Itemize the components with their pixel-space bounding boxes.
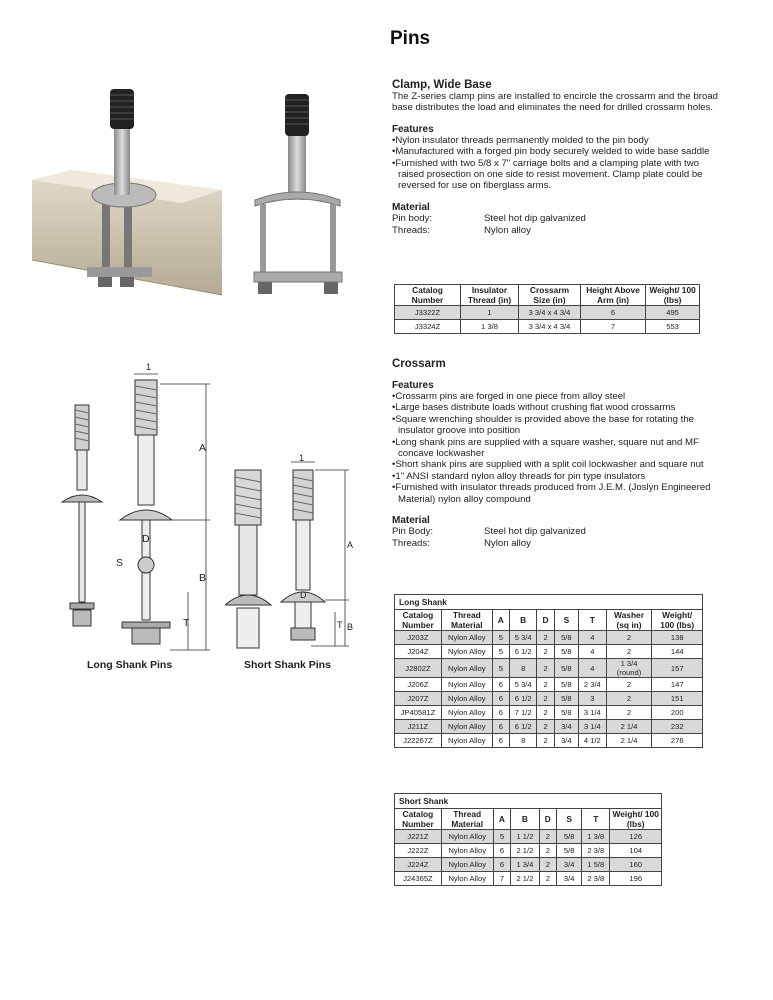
table-cell: 2 xyxy=(606,631,652,645)
table-cell: 2 3/8 xyxy=(582,844,610,858)
clamp-features-list xyxy=(392,135,718,192)
table-row xyxy=(395,844,662,858)
table-cell: J22267Z xyxy=(395,734,442,748)
table-cell: 5 xyxy=(492,645,509,659)
table-cell: 2 xyxy=(539,844,557,858)
long-shank-pins-drawing xyxy=(60,360,220,660)
clamp-pin-photo xyxy=(250,92,350,302)
table-cell: J204Z xyxy=(395,645,442,659)
material-row: Pin body: Steel hot dip galvanized xyxy=(392,212,586,224)
column-header: Weight/ 100 (lbs) xyxy=(652,610,703,631)
table-cell: 3 1/4 xyxy=(579,720,607,734)
table-cell: 2 1/4 xyxy=(606,720,652,734)
table-cell: J203Z xyxy=(395,631,442,645)
table-cell: J221Z xyxy=(395,830,442,844)
table-cell: 5 xyxy=(492,631,509,645)
column-header: Weight/ 100 (lbs) xyxy=(646,285,700,306)
table-cell: 2 xyxy=(606,645,652,659)
clamp-spec-table xyxy=(394,284,700,334)
table-cell: 5/8 xyxy=(554,645,578,659)
table-cell: 147 xyxy=(652,678,703,692)
table-cell: 2 xyxy=(606,678,652,692)
table-cell: 5/8 xyxy=(554,659,578,678)
table-cell: 5 xyxy=(492,659,509,678)
column-header: Weight/ 100 (lbs) xyxy=(610,809,662,830)
table-cell: 4 1/2 xyxy=(579,734,607,748)
table-cell: 5/8 xyxy=(554,692,578,706)
crossarm-material-title: Material xyxy=(392,515,430,527)
table-cell: 3/4 xyxy=(554,720,578,734)
table-cell: 6 xyxy=(493,858,511,872)
column-header: Thread Material xyxy=(441,610,492,631)
table-cell: Nylon Alloy xyxy=(441,659,492,678)
short-shank-caption: Short Shank xyxy=(395,794,662,809)
table-cell: 6 xyxy=(492,692,509,706)
table-cell: 2 xyxy=(606,692,652,706)
table-cell: 151 xyxy=(652,692,703,706)
dim-t-short: T xyxy=(337,620,343,630)
dim-a-long: A xyxy=(199,442,207,454)
column-header: Catalog Number xyxy=(395,285,461,306)
table-cell: 232 xyxy=(652,720,703,734)
table-cell: 4 xyxy=(579,645,607,659)
table-cell: 3 1/4 xyxy=(579,706,607,720)
table-cell: 2 xyxy=(537,678,554,692)
table-cell: Nylon Alloy xyxy=(441,734,492,748)
table-cell: 1 3/4 (round) xyxy=(606,659,652,678)
table-cell: 4 xyxy=(579,631,607,645)
table-cell: 2 xyxy=(537,734,554,748)
column-header: D xyxy=(539,809,557,830)
dim-t-long: T xyxy=(183,617,190,629)
list-item: • Square wrenching shoulder is provided above the base for rotating the insulator groove into position xyxy=(392,414,718,437)
table-cell: Nylon Alloy xyxy=(441,872,493,886)
crossarm-features-title: Features xyxy=(392,380,434,391)
long-shank-caption: Long Shank xyxy=(395,595,703,610)
dim-i-short: 1 xyxy=(299,453,305,463)
short-shank-pins-label: Short Shank Pins xyxy=(244,659,331,671)
column-header: Catalog Number xyxy=(395,610,442,631)
list-item: • 1" ANSI standard nylon alloy threads for pin type insulators xyxy=(392,471,718,482)
table-row xyxy=(395,858,662,872)
table-cell: 6 xyxy=(492,720,509,734)
table-cell: 138 xyxy=(652,631,703,645)
table-cell: JP40581Z xyxy=(395,706,442,720)
column-header: Thread Material xyxy=(441,809,493,830)
table-cell: J206Z xyxy=(395,678,442,692)
table-cell: Nylon Alloy xyxy=(441,692,492,706)
table-cell: 3 xyxy=(579,692,607,706)
table-cell: 2 1/4 xyxy=(606,734,652,748)
table-cell: J222Z xyxy=(395,844,442,858)
short-shank-table xyxy=(394,793,662,886)
list-item: • Furnished with insulator threads produced from J.E.M. (Joslyn Engineered Material) nylon alloy compound xyxy=(392,482,718,505)
table-cell: 104 xyxy=(610,844,662,858)
table-cell: 2 3/8 xyxy=(582,872,610,886)
table-row xyxy=(395,720,703,734)
table-cell: 5 3/4 xyxy=(509,631,537,645)
column-header: D xyxy=(537,610,554,631)
table-cell: 6 xyxy=(492,734,509,748)
dim-b-long: B xyxy=(199,572,207,584)
table-cell: 157 xyxy=(652,659,703,678)
column-header: Insulator Thread (in) xyxy=(461,285,519,306)
table-row xyxy=(395,678,703,692)
table-row xyxy=(395,631,703,645)
table-cell: 2 xyxy=(537,706,554,720)
table-cell: J207Z xyxy=(395,692,442,706)
table-cell: 1 5/8 xyxy=(582,858,610,872)
crossarm-features-list xyxy=(392,391,718,505)
column-header: A xyxy=(493,809,511,830)
table-cell: 2 xyxy=(537,659,554,678)
table-cell: 5/8 xyxy=(557,844,582,858)
table-cell: 5 xyxy=(493,830,511,844)
table-cell: 6 1/2 xyxy=(509,692,537,706)
table-cell: 2 xyxy=(539,830,557,844)
table-cell: 6 xyxy=(492,678,509,692)
table-cell: 160 xyxy=(610,858,662,872)
dim-d-long: D xyxy=(142,533,150,545)
table-cell: 8 xyxy=(509,659,537,678)
clamp-features-title: Features xyxy=(392,123,434,135)
column-header: A xyxy=(492,610,509,631)
material-row: Threads: Nylon alloy xyxy=(392,224,531,236)
table-cell: 2 xyxy=(606,706,652,720)
table-cell: J24365Z xyxy=(395,872,442,886)
list-item: • Large bases distribute loads without crushing flat wood crossarms xyxy=(392,402,718,413)
dim-a-short: A xyxy=(347,540,354,550)
table-cell: Nylon Alloy xyxy=(441,858,493,872)
table-cell: 2 1/2 xyxy=(511,872,539,886)
table-cell: 2 xyxy=(537,631,554,645)
column-header: B xyxy=(511,809,539,830)
long-shank-table xyxy=(394,594,703,748)
table-cell: 1 3/4 xyxy=(511,858,539,872)
table-cell: 7 1/2 xyxy=(509,706,537,720)
dim-d-short: D xyxy=(300,590,307,600)
clamp-material-title: Material xyxy=(392,201,430,213)
table-cell: 2 xyxy=(539,858,557,872)
list-item: • Long shank pins are supplied with a square washer, square nut and MF concave lockwasher xyxy=(392,437,718,460)
table-row: J3322Z 1 3 3/4 x 4 3/4 6 495 xyxy=(395,306,700,320)
table-cell: 5/8 xyxy=(554,678,578,692)
table-cell: 4 xyxy=(579,659,607,678)
dim-s-long: S xyxy=(116,557,124,569)
table-cell: 144 xyxy=(652,645,703,659)
table-cell: 3/4 xyxy=(557,872,582,886)
list-item: • Crossarm pins are forged in one piece from alloy steel xyxy=(392,391,718,402)
dim-b-short: B xyxy=(347,622,354,632)
table-cell: 2 1/2 xyxy=(511,844,539,858)
table-cell: 5 3/4 xyxy=(509,678,537,692)
list-item: • Short shank pins are supplied with a split coil lockwasher and square nut xyxy=(392,459,718,470)
table-row xyxy=(395,830,662,844)
clamp-section xyxy=(392,79,718,237)
column-header: S xyxy=(557,809,582,830)
column-header: T xyxy=(582,809,610,830)
table-cell: 2 xyxy=(539,872,557,886)
material-row: Threads: Nylon alloy xyxy=(392,538,531,550)
table-cell: Nylon Alloy xyxy=(441,645,492,659)
column-header: T xyxy=(579,610,607,631)
table-row xyxy=(395,872,662,886)
table-cell: Nylon Alloy xyxy=(441,678,492,692)
list-item: • Manufactured with a forged pin body securely welded to wide base saddle xyxy=(392,146,718,157)
table-cell: 6 xyxy=(492,706,509,720)
table-cell: Nylon Alloy xyxy=(441,631,492,645)
clamp-intro: The Z-series clamp pins are installed to encircle the crossarm and the broad base distributes the load and eliminates the need for drilled crossarm holes. xyxy=(392,91,718,114)
table-cell: 8 xyxy=(509,734,537,748)
column-header: B xyxy=(509,610,537,631)
table-cell: J2802Z xyxy=(395,659,442,678)
column-header: Height Above Arm (in) xyxy=(580,285,645,306)
table-cell: Nylon Alloy xyxy=(441,830,493,844)
table-cell: 6 xyxy=(493,844,511,858)
page-title: Pins xyxy=(390,28,431,49)
table-cell: 2 xyxy=(537,720,554,734)
table-cell: J211Z xyxy=(395,720,442,734)
table-cell: 7 xyxy=(493,872,511,886)
table-cell: 2 xyxy=(537,645,554,659)
table-cell: Nylon Alloy xyxy=(441,706,492,720)
crossarm-section xyxy=(392,358,718,550)
table-cell: 6 1/2 xyxy=(509,720,537,734)
table-cell: 200 xyxy=(652,706,703,720)
table-row xyxy=(395,659,703,678)
table-cell: 196 xyxy=(610,872,662,886)
table-row xyxy=(395,692,703,706)
short-shank-pins-drawing xyxy=(225,450,365,660)
table-row xyxy=(395,645,703,659)
table-row: J3324Z 1 3/8 3 3/4 x 4 3/4 7 553 xyxy=(395,320,700,334)
column-header: Crossarm Size (in) xyxy=(519,285,581,306)
table-cell: J224Z xyxy=(395,858,442,872)
crossarm-title: Crossarm xyxy=(392,358,446,370)
clamp-title: Clamp, Wide Base xyxy=(392,79,492,91)
column-header: Catalog Number xyxy=(395,809,442,830)
column-header: S xyxy=(554,610,578,631)
table-cell: 2 xyxy=(537,692,554,706)
column-header: Washer (sq in) xyxy=(606,610,652,631)
list-item: • Furnished with two 5/8 x 7" carriage bolts and a clamping plate with two raised prosection on one side to resist movement. Clamp plate could be reversed for use on fiberglass arms. xyxy=(392,158,718,192)
list-item: • Nylon insulator threads permanently molded to the pin body xyxy=(392,135,718,146)
table-cell: Nylon Alloy xyxy=(441,844,493,858)
table-cell: Nylon Alloy xyxy=(441,720,492,734)
table-cell: 5/8 xyxy=(554,631,578,645)
table-cell: 1 1/2 xyxy=(511,830,539,844)
table-cell: 3/4 xyxy=(557,858,582,872)
table-row xyxy=(395,706,703,720)
clamp-pin-crossarm-photo xyxy=(32,85,222,300)
table-cell: 2 3/4 xyxy=(579,678,607,692)
material-row: Pin Body: Steel hot dip galvanized xyxy=(392,526,586,538)
table-row xyxy=(395,734,703,748)
table-cell: 276 xyxy=(652,734,703,748)
long-shank-pins-label: Long Shank Pins xyxy=(87,659,173,671)
dim-i-long: 1 xyxy=(146,362,152,372)
table-cell: 5/8 xyxy=(554,706,578,720)
table-cell: 126 xyxy=(610,830,662,844)
table-cell: 5/8 xyxy=(557,830,582,844)
table-cell: 1 3/8 xyxy=(582,830,610,844)
table-cell: 6 1/2 xyxy=(509,645,537,659)
table-cell: 3/4 xyxy=(554,734,578,748)
